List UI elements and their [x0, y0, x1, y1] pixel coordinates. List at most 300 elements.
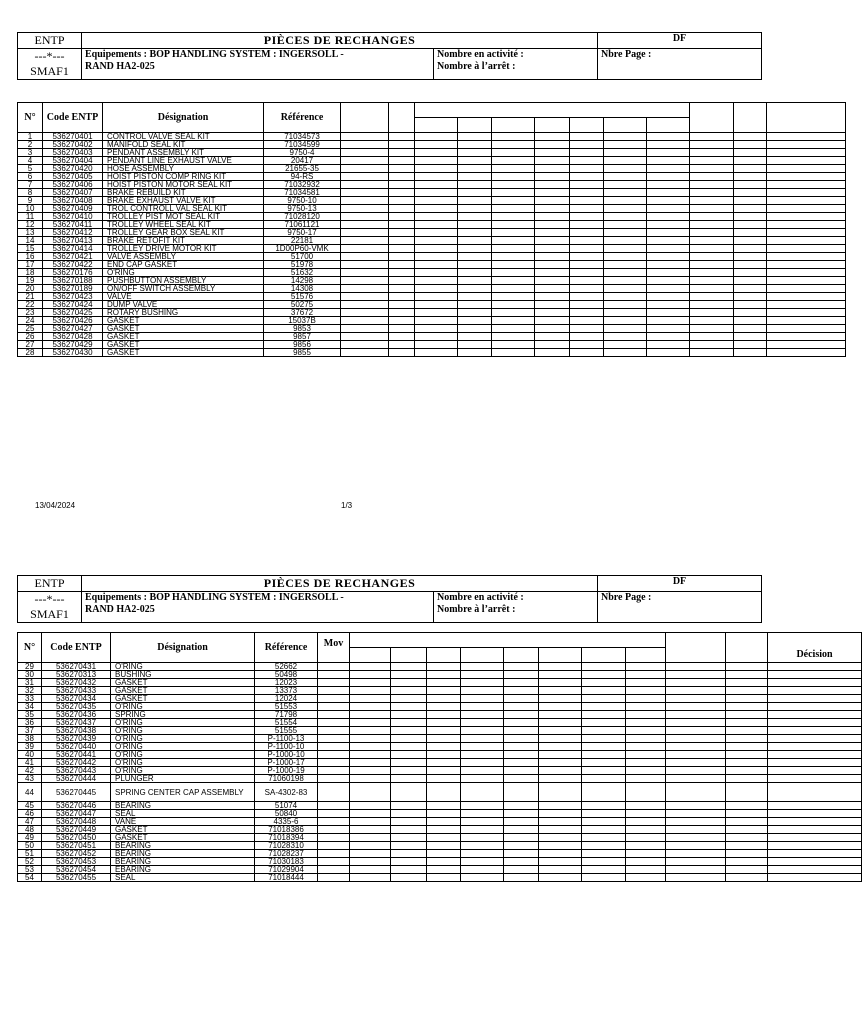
- empty-cell: [350, 783, 391, 802]
- empty-cell: [767, 205, 846, 213]
- empty-cell: [726, 874, 768, 882]
- row-number: 28: [18, 349, 43, 357]
- row-number: 2: [18, 141, 43, 149]
- empty-cell: [350, 743, 391, 751]
- row-reference: 14308: [264, 285, 341, 293]
- empty-cell: [604, 213, 647, 221]
- empty-cell: [539, 727, 582, 735]
- empty-cell: [604, 149, 647, 157]
- empty-cell: [734, 213, 767, 221]
- stopped-count-label: Nombre à l’arrêt :: [437, 604, 516, 615]
- row-code: 536270406: [43, 181, 103, 189]
- empty-cell: [647, 245, 690, 253]
- empty-cell: [341, 181, 389, 189]
- empty-cell: [535, 141, 570, 149]
- page2-header: [17, 575, 762, 623]
- empty-cell: [734, 173, 767, 181]
- row-number: 53: [18, 866, 42, 874]
- empty-cell: [535, 149, 570, 157]
- empty-cell: [492, 261, 535, 269]
- empty-cell: [570, 237, 604, 245]
- empty-cell: [492, 229, 535, 237]
- row-reference: P-1000-19: [255, 767, 318, 775]
- row-number: 49: [18, 834, 42, 842]
- empty-cell: [389, 277, 415, 285]
- empty-cell: [458, 157, 492, 165]
- empty-cell: [767, 253, 846, 261]
- empty-cell: [389, 285, 415, 293]
- empty-cell: [647, 133, 690, 141]
- empty-cell: [415, 157, 458, 165]
- empty-cell: [690, 213, 734, 221]
- row-code: 536270412: [43, 229, 103, 237]
- empty-cell: [415, 189, 458, 197]
- row-code: 536270408: [43, 197, 103, 205]
- empty-cell: [389, 349, 415, 357]
- empty-cell: [767, 269, 846, 277]
- empty-cell: [647, 221, 690, 229]
- empty-cell: [604, 333, 647, 341]
- empty-cell: [461, 759, 504, 767]
- col-code: Code ENTP: [43, 103, 103, 133]
- empty-cell: [427, 695, 461, 703]
- empty-cell: [318, 743, 350, 751]
- empty-cell: [767, 173, 846, 181]
- empty-cell: [535, 333, 570, 341]
- row-reference: 9750-17: [264, 229, 341, 237]
- sub-col: [504, 648, 539, 663]
- empty-cell: [458, 237, 492, 245]
- empty-cell: [570, 229, 604, 237]
- empty-cell: [582, 687, 626, 695]
- row-designation: O'RING: [103, 269, 264, 277]
- row-code: 536270440: [42, 743, 111, 751]
- empty-cell: [389, 149, 415, 157]
- stopped-count-label: Nombre à l’arrêt :: [437, 61, 516, 72]
- row-code: 536270453: [42, 858, 111, 866]
- row-designation: BEARING: [111, 858, 255, 866]
- empty-cell: [570, 301, 604, 309]
- empty-cell: [318, 874, 350, 882]
- empty-cell: [666, 687, 726, 695]
- empty-cell: [492, 141, 535, 149]
- table-row: [18, 743, 862, 751]
- col-group-blank: [350, 633, 666, 648]
- empty-cell: [734, 325, 767, 333]
- empty-cell: [666, 727, 726, 735]
- empty-cell: [391, 842, 427, 850]
- equipment-info: [82, 49, 434, 80]
- empty-cell: [415, 253, 458, 261]
- empty-cell: [350, 775, 391, 783]
- empty-cell: [734, 253, 767, 261]
- empty-cell: [427, 751, 461, 759]
- empty-cell: [350, 663, 391, 671]
- row-number: 26: [18, 333, 43, 341]
- empty-cell: [350, 850, 391, 858]
- empty-cell: [415, 261, 458, 269]
- empty-cell: [647, 173, 690, 181]
- empty-cell: [647, 197, 690, 205]
- empty-cell: [604, 133, 647, 141]
- row-code: 536270176: [43, 269, 103, 277]
- row-code: 536270405: [43, 173, 103, 181]
- empty-cell: [318, 850, 350, 858]
- empty-cell: [768, 850, 862, 858]
- col-blank-1: [341, 103, 389, 133]
- row-designation: GASKET: [111, 687, 255, 695]
- empty-cell: [726, 759, 768, 767]
- table-row: [18, 711, 862, 719]
- empty-cell: [458, 317, 492, 325]
- empty-cell: [458, 149, 492, 157]
- page1-rows: [18, 133, 846, 357]
- empty-cell: [768, 818, 862, 826]
- empty-cell: [647, 301, 690, 309]
- row-number: 45: [18, 802, 42, 810]
- document-title: PIÈCES DE RECHANGES: [82, 33, 598, 49]
- empty-cell: [666, 775, 726, 783]
- empty-cell: [461, 743, 504, 751]
- empty-cell: [734, 341, 767, 349]
- empty-cell: [647, 165, 690, 173]
- empty-cell: [504, 735, 539, 743]
- activity-info: [434, 49, 598, 80]
- empty-cell: [768, 679, 862, 687]
- row-code: 536270436: [42, 711, 111, 719]
- empty-cell: [341, 173, 389, 181]
- empty-cell: [768, 826, 862, 834]
- empty-cell: [666, 842, 726, 850]
- empty-cell: [604, 277, 647, 285]
- row-designation: PENDANT LINE EXHAUST VALVE: [103, 157, 264, 165]
- empty-cell: [350, 834, 391, 842]
- row-number: 16: [18, 253, 43, 261]
- empty-cell: [726, 767, 768, 775]
- row-number: 19: [18, 277, 43, 285]
- row-code: 536270403: [43, 149, 103, 157]
- empty-cell: [539, 775, 582, 783]
- empty-cell: [726, 695, 768, 703]
- row-reference: 9750-13: [264, 205, 341, 213]
- empty-cell: [666, 858, 726, 866]
- empty-cell: [492, 293, 535, 301]
- empty-cell: [570, 349, 604, 357]
- empty-cell: [535, 165, 570, 173]
- empty-cell: [458, 221, 492, 229]
- empty-cell: [604, 309, 647, 317]
- empty-cell: [604, 261, 647, 269]
- row-reference: 94-RS: [264, 173, 341, 181]
- row-code: 536270433: [42, 687, 111, 695]
- empty-cell: [582, 842, 626, 850]
- empty-cell: [458, 189, 492, 197]
- row-designation: O'RING: [111, 719, 255, 727]
- empty-cell: [458, 269, 492, 277]
- empty-cell: [415, 221, 458, 229]
- empty-cell: [582, 703, 626, 711]
- empty-cell: [415, 301, 458, 309]
- empty-cell: [350, 866, 391, 874]
- page2-rows: [18, 663, 862, 882]
- entp-label: ENTP: [18, 576, 82, 592]
- empty-cell: [570, 149, 604, 157]
- sub-col: [492, 118, 535, 133]
- empty-cell: [726, 826, 768, 834]
- empty-cell: [341, 189, 389, 197]
- empty-cell: [582, 751, 626, 759]
- empty-cell: [427, 759, 461, 767]
- empty-cell: [535, 317, 570, 325]
- empty-cell: [391, 850, 427, 858]
- row-code: 536270413: [43, 237, 103, 245]
- empty-cell: [461, 866, 504, 874]
- empty-cell: [415, 205, 458, 213]
- active-count-label: Nombre en activité :: [437, 49, 524, 60]
- row-designation: SPRING: [111, 711, 255, 719]
- row-number: 39: [18, 743, 42, 751]
- empty-cell: [666, 719, 726, 727]
- empty-cell: [504, 759, 539, 767]
- empty-cell: [391, 719, 427, 727]
- table-row: [18, 759, 862, 767]
- empty-cell: [726, 703, 768, 711]
- row-number: 50: [18, 842, 42, 850]
- empty-cell: [666, 671, 726, 679]
- empty-cell: [492, 213, 535, 221]
- row-reference: 12023: [255, 679, 318, 687]
- row-code: 536270430: [43, 349, 103, 357]
- empty-cell: [415, 293, 458, 301]
- empty-cell: [535, 349, 570, 357]
- row-reference: 22181: [264, 237, 341, 245]
- empty-cell: [318, 866, 350, 874]
- empty-cell: [539, 751, 582, 759]
- row-reference: SA-4302-83: [255, 783, 318, 802]
- empty-cell: [341, 301, 389, 309]
- empty-cell: [350, 759, 391, 767]
- row-designation: VALVE ASSEMBLY: [103, 253, 264, 261]
- empty-cell: [391, 679, 427, 687]
- table-row: [18, 874, 862, 882]
- empty-cell: [535, 293, 570, 301]
- table-row: [18, 727, 862, 735]
- empty-cell: [626, 727, 666, 735]
- active-count-label: Nombre en activité :: [437, 592, 524, 603]
- row-code: 536270188: [43, 277, 103, 285]
- row-reference: 9856: [264, 341, 341, 349]
- row-reference: 9857: [264, 333, 341, 341]
- empty-cell: [504, 719, 539, 727]
- empty-cell: [461, 703, 504, 711]
- empty-cell: [318, 679, 350, 687]
- empty-cell: [768, 858, 862, 866]
- empty-cell: [415, 269, 458, 277]
- empty-cell: [690, 333, 734, 341]
- empty-cell: [604, 325, 647, 333]
- row-reference: 51576: [264, 293, 341, 301]
- row-code: 536270189: [43, 285, 103, 293]
- empty-cell: [647, 349, 690, 357]
- row-code: 536270420: [43, 165, 103, 173]
- code-separator: ---*---: [34, 592, 65, 606]
- empty-cell: [582, 783, 626, 802]
- empty-cell: [539, 767, 582, 775]
- row-code: 536270446: [42, 802, 111, 810]
- empty-cell: [458, 341, 492, 349]
- empty-cell: [461, 858, 504, 866]
- sub-col: [535, 118, 570, 133]
- row-number: 21: [18, 293, 43, 301]
- empty-cell: [539, 818, 582, 826]
- empty-cell: [570, 269, 604, 277]
- empty-cell: [626, 751, 666, 759]
- empty-cell: [504, 663, 539, 671]
- row-number: 25: [18, 325, 43, 333]
- empty-cell: [535, 277, 570, 285]
- empty-cell: [504, 687, 539, 695]
- row-number: 15: [18, 245, 43, 253]
- empty-cell: [734, 229, 767, 237]
- empty-cell: [492, 325, 535, 333]
- empty-cell: [690, 309, 734, 317]
- empty-cell: [492, 173, 535, 181]
- row-designation: BEARING: [111, 802, 255, 810]
- row-number: 14: [18, 237, 43, 245]
- row-designation: GASKET: [103, 341, 264, 349]
- empty-cell: [626, 834, 666, 842]
- empty-cell: [535, 205, 570, 213]
- empty-cell: [391, 735, 427, 743]
- row-designation: TROLLEY DRIVE MOTOR KIT: [103, 245, 264, 253]
- empty-cell: [492, 341, 535, 349]
- row-code: 536270414: [43, 245, 103, 253]
- row-number: 6: [18, 173, 43, 181]
- empty-cell: [647, 189, 690, 197]
- empty-cell: [492, 237, 535, 245]
- empty-cell: [690, 245, 734, 253]
- col-blank-3: [666, 633, 726, 663]
- empty-cell: [604, 245, 647, 253]
- empty-cell: [415, 141, 458, 149]
- empty-cell: [350, 703, 391, 711]
- activity-info: [434, 592, 598, 623]
- row-number: 32: [18, 687, 42, 695]
- empty-cell: [535, 245, 570, 253]
- row-number: 8: [18, 189, 43, 197]
- empty-cell: [767, 229, 846, 237]
- empty-cell: [391, 834, 427, 842]
- table-row: [18, 719, 862, 727]
- empty-cell: [626, 711, 666, 719]
- empty-cell: [570, 133, 604, 141]
- empty-cell: [415, 197, 458, 205]
- empty-cell: [582, 727, 626, 735]
- empty-cell: [767, 349, 846, 357]
- table-row: [18, 349, 846, 357]
- empty-cell: [492, 285, 535, 293]
- empty-cell: [726, 751, 768, 759]
- equipment-line-1: Equipements : BOP HANDLING SYSTEM : INGERSOLL -: [85, 592, 344, 603]
- row-code: 536270445: [42, 783, 111, 802]
- empty-cell: [647, 277, 690, 285]
- row-designation: PENDANT ASSEMBLY KIT: [103, 149, 264, 157]
- empty-cell: [341, 293, 389, 301]
- empty-cell: [427, 850, 461, 858]
- empty-cell: [666, 679, 726, 687]
- empty-cell: [492, 157, 535, 165]
- empty-cell: [626, 810, 666, 818]
- empty-cell: [539, 842, 582, 850]
- empty-cell: [539, 866, 582, 874]
- empty-cell: [767, 237, 846, 245]
- row-code: 536270432: [42, 679, 111, 687]
- empty-cell: [458, 181, 492, 189]
- row-designation: CONTROL VALVE SEAL KIT: [103, 133, 264, 141]
- empty-cell: [726, 802, 768, 810]
- empty-cell: [539, 802, 582, 810]
- row-number: 7: [18, 181, 43, 189]
- empty-cell: [604, 181, 647, 189]
- empty-cell: [415, 237, 458, 245]
- empty-cell: [461, 775, 504, 783]
- col-reference: Référence: [264, 103, 341, 133]
- empty-cell: [427, 858, 461, 866]
- row-number: 31: [18, 679, 42, 687]
- row-designation: BRAKE RETOFIT KIT: [103, 237, 264, 245]
- empty-cell: [341, 165, 389, 173]
- empty-cell: [582, 695, 626, 703]
- empty-cell: [458, 165, 492, 173]
- empty-cell: [570, 205, 604, 213]
- empty-cell: [666, 711, 726, 719]
- empty-cell: [690, 277, 734, 285]
- empty-cell: [726, 671, 768, 679]
- empty-cell: [350, 874, 391, 882]
- empty-cell: [389, 157, 415, 165]
- empty-cell: [350, 751, 391, 759]
- row-reference: 71018394: [255, 834, 318, 842]
- row-number: 51: [18, 850, 42, 858]
- row-code: 536270421: [43, 253, 103, 261]
- row-code: 536270431: [42, 663, 111, 671]
- empty-cell: [734, 157, 767, 165]
- row-code: 536270427: [43, 325, 103, 333]
- empty-cell: [690, 301, 734, 309]
- empty-cell: [768, 802, 862, 810]
- empty-cell: [734, 317, 767, 325]
- empty-cell: [570, 165, 604, 173]
- row-code: 536270426: [43, 317, 103, 325]
- empty-cell: [504, 850, 539, 858]
- empty-cell: [734, 261, 767, 269]
- empty-cell: [458, 229, 492, 237]
- empty-cell: [458, 309, 492, 317]
- smaf-code: SMAF1: [30, 607, 69, 621]
- row-number: 9: [18, 197, 43, 205]
- empty-cell: [734, 197, 767, 205]
- row-designation: VANE: [111, 818, 255, 826]
- empty-cell: [734, 309, 767, 317]
- empty-cell: [726, 818, 768, 826]
- empty-cell: [647, 229, 690, 237]
- empty-cell: [734, 205, 767, 213]
- empty-cell: [690, 341, 734, 349]
- empty-cell: [389, 197, 415, 205]
- empty-cell: [570, 197, 604, 205]
- empty-cell: [582, 711, 626, 719]
- col-blank-3: [690, 103, 734, 133]
